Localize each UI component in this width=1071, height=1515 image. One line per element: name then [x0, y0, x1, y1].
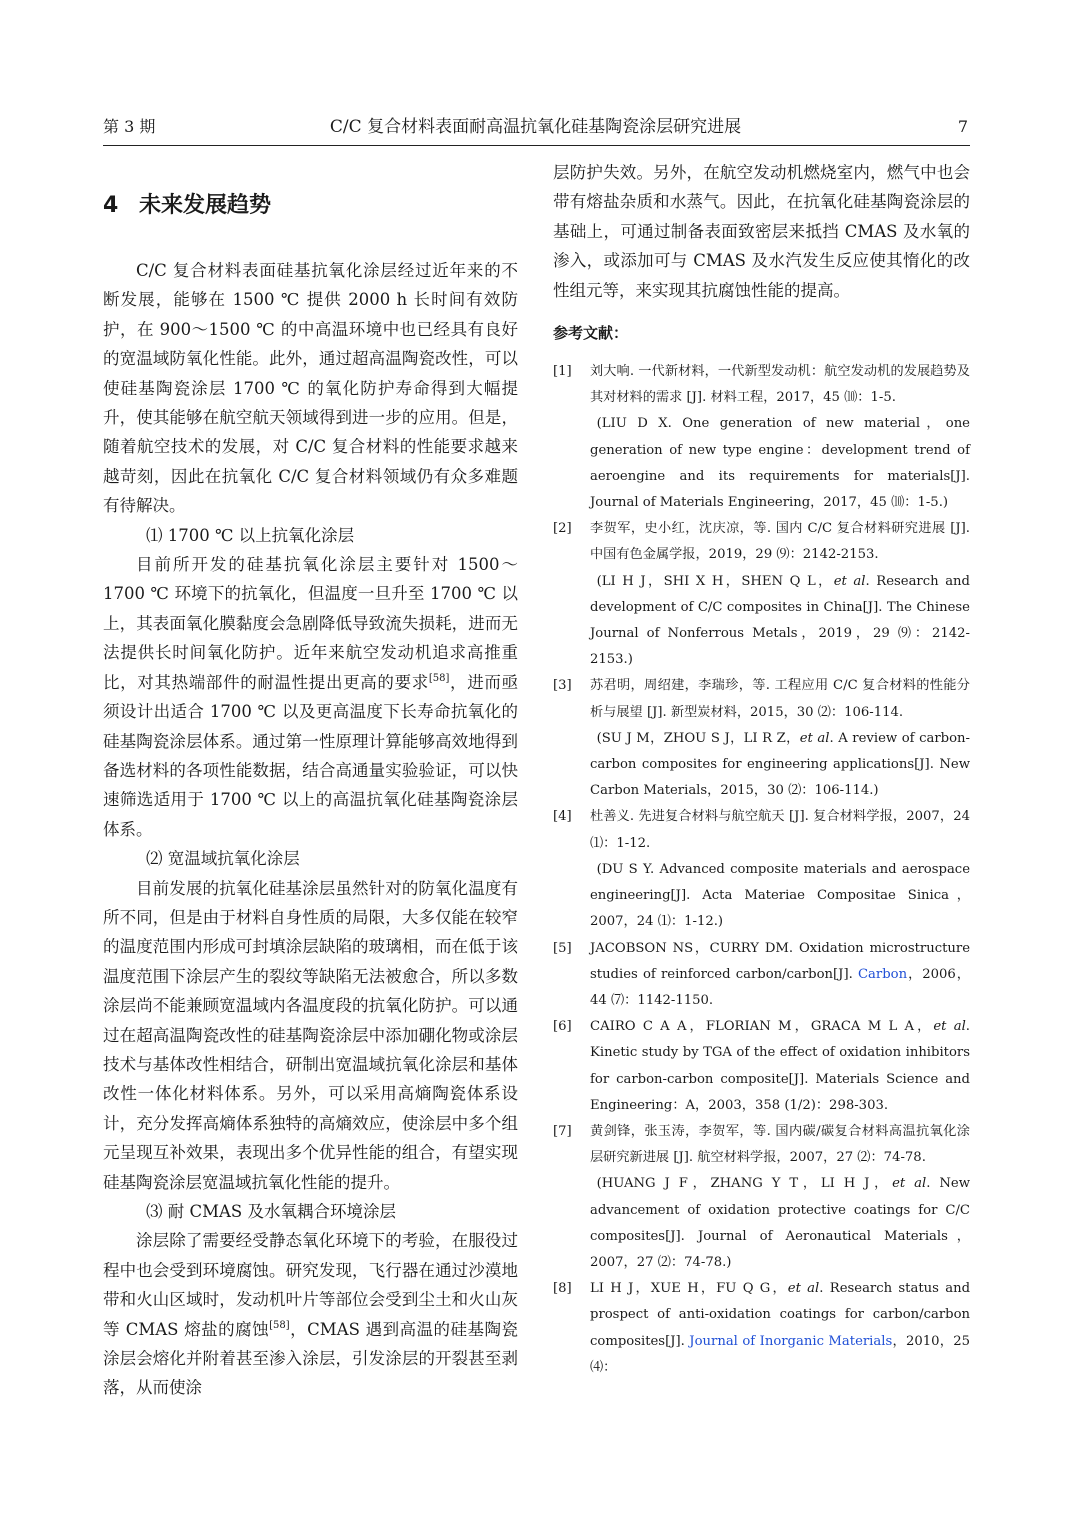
reference-number: [3] — [553, 678, 572, 694]
section-number: 4 — [103, 193, 119, 218]
reference-number: [6] — [553, 1019, 572, 1035]
reference-translation: (LIU D X. One generation of new material，one generation of new type engine：development trend of aeroengine and its requirements for materials[J]. Journal of Materials Engineering，2017，45 ⑽：1-5.) — [590, 416, 970, 511]
reference-item — [553, 1276, 970, 1381]
references-heading: 参考文献： — [553, 324, 629, 343]
subheading-3: ⑶ 耐 CMAS 及水氧耦合环境涂层 — [146, 1202, 396, 1221]
et-al: et al — [892, 1176, 927, 1192]
reference-text-b: . Research status and prospect of anti-oxidation coatings for carbon/carbon composites[J]. — [590, 1281, 971, 1349]
reference-number: [7] — [553, 1123, 572, 1139]
paragraph-2: 目前发展的抗氧化硅基涂层虽然针对的防氧化温度有所不同，但是由于材料自身性质的局限，大多仅能在较窄的温度范围内形成可封填涂层缺陷的玻璃相，而在低于该温度范围下涂层产生的裂纹等缺陷无法被愈合，所以多数涂层尚不能兼顾宽温域内各温度段的抗氧化防护。可以通过在超高温陶瓷改性的硅基陶瓷涂层中添加硼化物或涂层技术与基体改性相结合，研制出宽温域抗氧化涂层和基体改性一体化材料体系。另外，可以采用高熵陶瓷体系设计，充分发挥高熵体系独特的高熵效应，使涂层中多个组元呈现互补效果，表现出多个优异性能的组合，有望实现硅基陶瓷涂层宽温域抗氧化性能的提升。 — [103, 878, 518, 1192]
reference-item — [553, 1014, 970, 1119]
reference-item — [553, 804, 970, 935]
reference-text: 黄剑锋，张玉涛，李贺军，等. 国内碳/碳复合材料高温抗氧化涂层研究新进展 [J]. 航空材料学报，2007，27 ⑵：74-78. — [590, 1123, 970, 1166]
reference-text-b: . Kinetic study by TGA of the effect of oxidation inhibitors for carbon-carbon composite[J]. Materials Science and Engineering：A，2003，358 (1/2)：298-303. — [590, 1019, 970, 1113]
reference-number: [2] — [553, 521, 572, 537]
reference-text-b: ，2006，44 ⑺：1142-1150. — [590, 966, 970, 1008]
citation-link[interactable]: [58] — [428, 672, 450, 684]
reference-translation-b: . A review of carbon-carbon composites for engineering applications[J]. New Carbon Materials，2015，30 ⑵：106-114.) — [590, 730, 970, 799]
journal-link[interactable]: Carbon — [857, 966, 908, 982]
et-al: et al — [933, 1019, 966, 1035]
reference-item — [553, 673, 970, 804]
header-rule — [103, 145, 970, 146]
reference-translation-a: (SU J M，ZHOU S J，LI R Z， — [596, 730, 800, 746]
reference-text: 杜善义. 先进复合材料与航空航天 [J]. 复合材料学报，2007，24 ⑴：1-12. — [590, 809, 970, 851]
reference-translation — [590, 569, 970, 674]
reference-item — [553, 1119, 970, 1276]
reference-text: 李贺军，史小红，沈庆凉，等. 国内 C/C 复合材料研究进展 [J]. 中国有色金属学报，2019，29 ⑼：2142-2153. — [590, 521, 970, 563]
reference-text — [590, 1276, 970, 1381]
paragraph-3-text-a: 涂层除了需要经受静态氧化环境下的考验，在服役过程中也会受到环境腐蚀。研究发现，飞行器在通过沙漠地带和火山区域时，发动机叶片等部位会受到尘土和火山灰等 CMAS 熔盐的腐蚀 — [103, 1231, 518, 1339]
continuation-paragraph: 层防护失效。另外，在航空发动机燃烧室内，燃气中也会带有熔盐杂质和水蒸气。因此，在抗氧化硅基陶瓷涂层的基础上，可通过制备表面致密层来抵挡 CMAS 及水氧的渗入，或添加可与 CMAS 及水汽发生反应使其惰化的改性组元等，来实现其抗腐蚀性能的提高。 — [553, 163, 970, 300]
reference-text: 刘大响. 一代新材料，一代新型发动机：航空发动机的发展趋势及其对材料的需求 [J]. 材料工程，2017，45 ⑽：1-5. — [590, 364, 970, 406]
reference-text-c: ，2010，25 ⑷： — [590, 1333, 970, 1375]
paragraph-3 — [103, 1226, 518, 1402]
paragraph-1-text-b: ，进而亟须设计出适合 1700 ℃ 以及更高温度下长寿命抗氧化的硅基陶瓷涂层体系。通过第一性原理计算能够高效地得到备选材料的各项性能数据，结合高通量实验验证，可以快速筛选适用于 1700 ℃ 以上的高温抗氧化硅基陶瓷涂层体系。 — [103, 672, 519, 839]
reference-translation-a: (LI H J，SHI X H，SHEN Q L， — [596, 573, 834, 589]
reference-text — [590, 936, 970, 1015]
reference-text — [590, 1014, 970, 1119]
reference-list — [553, 359, 970, 1381]
intro-paragraph: C/C 复合材料表面硅基抗氧化涂层经过近年来的不断发展，能够在 1500 ℃ 提供 2000 h 长时间有效防护，在 900～1500 ℃ 的中高温环境中也已经具有良好的宽温域防氧化性能。此外，通过超高温陶瓷改性，可以使硅基陶瓷涂层 1700 ℃ 的氧化防护寿命得到大幅提升，使其能够在航空航天领域得到进一步的应用。但是，随着航空技术的发展，对 C/C 复合材料的性能要求越来越苛刻，因此在抗氧化 C/C 复合材料领域仍有众多难题有待解决。 — [103, 261, 518, 516]
reference-number: [5] — [553, 940, 572, 956]
paragraph-3-text-b: ，CMAS 遇到高温的硅基陶瓷涂层会熔化并附着甚至渗入涂层，引发涂层的开裂甚至剥落，从而使涂 — [103, 1319, 518, 1398]
reference-text-a: LI H J，XUE H，FU Q G， — [590, 1281, 788, 1297]
reference-number: [8] — [553, 1281, 572, 1297]
et-al: et al — [833, 573, 866, 589]
reference-translation — [590, 1171, 970, 1276]
et-al: et al — [799, 730, 830, 746]
paragraph-1-text-a: 目前所开发的硅基抗氧化涂层主要针对 1500～1700 ℃ 环境下的抗氧化，但温度一旦升至 1700 ℃ 以上，其表面氧化膜黏度会急剧降低导致流失损耗，进而无法提供长时间氧化防护。近年来航空发动机追求高推重比，对其热端部件的耐温性提出更高的要求 — [103, 555, 518, 692]
right-column — [553, 158, 970, 1381]
section-heading — [103, 186, 518, 226]
reference-text-a: CAIRO C A A，FLORIAN M，GRACA M L A， — [590, 1019, 934, 1035]
reference-translation-b: . New advancement of oxidation protective coatings for C/C composites[J]. Journal of Aeronautical Materials，2007，27 ⑵：74-78.) — [590, 1176, 970, 1270]
reference-number: [1] — [553, 364, 572, 380]
issue-number: 第 3 期 — [103, 117, 156, 136]
section-title: 未来发展趋势 — [139, 193, 272, 218]
journal-link[interactable]: Journal of Inorganic Materials — [689, 1333, 893, 1349]
reference-text: 苏君明，周绍建，李瑞珍，等. 工程应用 C/C 复合材料的性能分析与展望 [J]. 新型炭材料，2015，30 ⑵：106-114. — [590, 678, 970, 720]
reference-item — [553, 936, 970, 1015]
subheading-2: ⑵ 宽温域抗氧化涂层 — [146, 849, 300, 869]
reference-translation-b: . Research and development of C/C composites in China[J]. The Chinese Journal of Nonferrous Metals，2019，29 ⑼：2142-2153.) — [590, 573, 970, 668]
page-number: 7 — [957, 117, 968, 136]
running-title: C/C 复合材料表面耐高温抗氧化硅基陶瓷涂层研究进展 — [329, 117, 742, 137]
reference-item — [553, 516, 970, 673]
paragraph-1 — [103, 550, 518, 844]
reference-item — [553, 359, 970, 516]
citation-link[interactable]: [58] — [269, 1319, 290, 1331]
reference-translation — [590, 726, 970, 805]
reference-number: [4] — [553, 809, 572, 825]
reference-text-a: JACOBSON NS，CURRY DM. Oxidation microstructure studies of reinforced carbon/carbon[J]. — [590, 940, 970, 982]
et-al: et al — [787, 1281, 820, 1297]
reference-translation-a: (HUANG J F，ZHANG Y T，LI H J， — [596, 1176, 893, 1192]
subheading-1: ⑴ 1700 ℃ 以上抗氧化涂层 — [146, 525, 355, 545]
reference-translation: (DU S Y. Advanced composite materials and aerospace engineering[J]. Acta Materiae Compositae Sinica，2007，24 ⑴：1-12.) — [590, 861, 970, 930]
running-header — [103, 114, 968, 140]
left-column — [103, 186, 518, 1403]
